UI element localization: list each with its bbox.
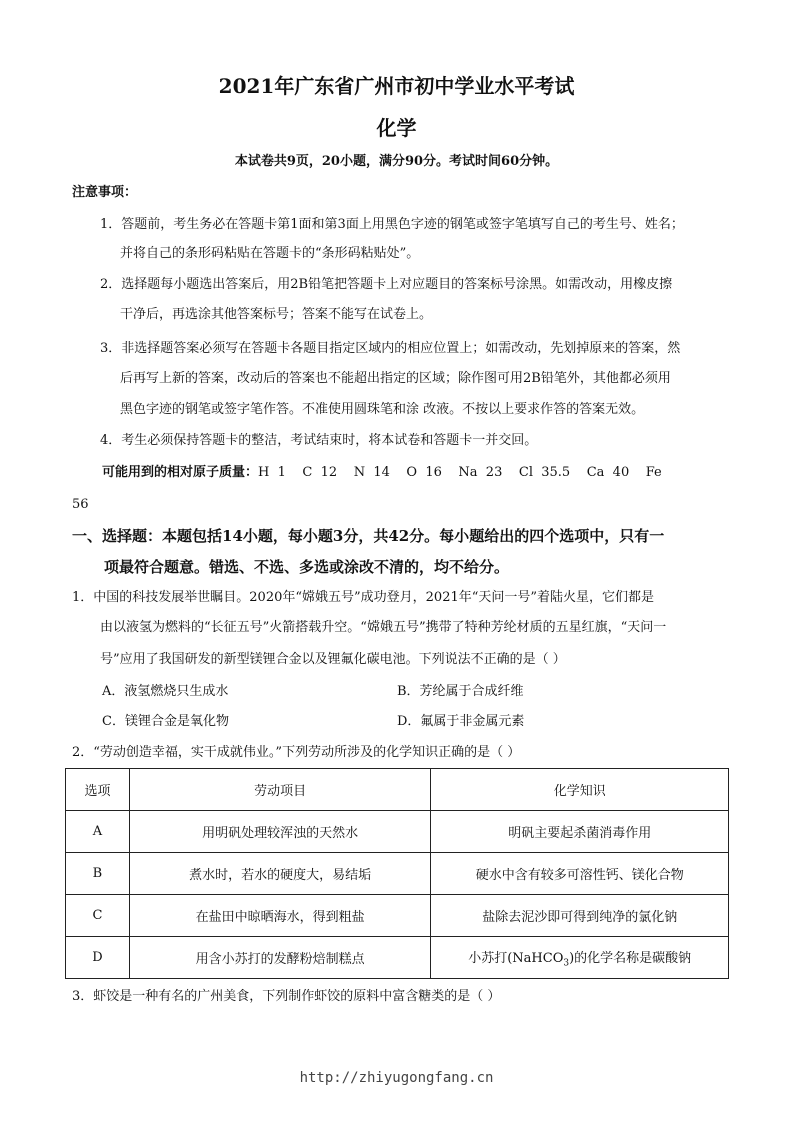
q1-option-c[interactable]: C．镁锂合金是氧化物 <box>102 714 229 729</box>
note-line-6: 后再写上新的答案，改动后的答案也不能超出指定的区域；除作图可用2B铅笔外，其他都必须用 <box>120 371 671 386</box>
row-labor: 在盐田中晾晒海水，得到粗盐 <box>129 895 430 937</box>
exam-info: 本试卷共9页，20小题，满分90分。考试时间60分钟。 <box>234 154 559 169</box>
atomic-mass-wrap: 56 <box>72 497 89 512</box>
q1-option-a[interactable]: A．液氢燃烧只生成水 <box>102 684 229 699</box>
row-labor: 用明矾处理较浑浊的天然水 <box>129 811 430 853</box>
row-option: D <box>66 937 130 979</box>
knowledge-post: )的化学名称是碳酸钠 <box>569 950 692 966</box>
q1-line-1: 1．中国的科技发展举世瞩目。2020年“嫦娥五号”成功登月，2021年“天问一号”着陆火星，它们都是 <box>72 590 655 605</box>
q1-line-3: 号”应用了我国研发的新型镁锂合金以及锂氟化碳电池。下列说法不正确的是（ ） <box>100 652 566 667</box>
knowledge-pre: 小苏打(NaHCO <box>468 950 564 966</box>
row-knowledge <box>431 937 729 979</box>
section-heading-line-1: 一、选择题：本题包括14小题，每小题3分，共42分。每小题给出的四个选项中，只有一 <box>72 527 665 545</box>
q1-option-d[interactable]: D．氟属于非金属元素 <box>397 714 525 729</box>
row-option: C <box>66 895 130 937</box>
header-labor: 劳动项目 <box>129 769 430 811</box>
row-knowledge: 明矾主要起杀菌消毒作用 <box>431 811 729 853</box>
table-header-row <box>66 769 729 811</box>
exam-title: 2021年广东省广州市初中学业水平考试 <box>218 74 575 98</box>
section-heading-line-2: 项最符合题意。错选、不选、多选或涂改不清的，均不给分。 <box>104 558 510 576</box>
notes-heading: 注意事项： <box>72 185 138 200</box>
note-line-4: 干净后，再选涂其他答案标号；答案不能写在试卷上。 <box>120 307 433 322</box>
row-labor: 煮水时，若水的硬度大，易结垢 <box>129 853 430 895</box>
atomic-mass-line <box>102 463 662 483</box>
header-option: 选项 <box>66 769 130 811</box>
note-line-3: 2．选择题每小题选出答案后，用2B铅笔把答题卡上对应题目的答案标号涂黑。如需改动，用橡皮擦 <box>100 277 673 292</box>
atomic-mass-label: 可能用到的相对原子质量： <box>102 465 259 480</box>
header-knowledge: 化学知识 <box>431 769 729 811</box>
note-line-1: 1．答题前，考生务必在答题卡第1面和第3面上用黑色字迹的钢笔或签字笔填写自己的考生号、姓名； <box>100 217 684 232</box>
table-row <box>66 895 729 937</box>
row-option: B <box>66 853 130 895</box>
row-option: A <box>66 811 130 853</box>
atomic-mass-values: H 1 C 12 N 14 O 16 Na 23 Cl 35.5 Ca 40 Fe <box>258 465 662 480</box>
subject-title: 化学 <box>376 116 417 140</box>
footer-url[interactable]: http://zhiyugongfang.cn <box>299 1070 494 1086</box>
note-line-2: 并将自己的条形码粘贴在答题卡的“条形码粘贴处”。 <box>120 246 420 261</box>
row-knowledge: 盐除去泥沙即可得到纯净的氯化钠 <box>431 895 729 937</box>
q2-stem: 2．“劳动创造幸福，实干成就伟业。”下列劳动所涉及的化学知识正确的是（ ） <box>72 745 521 760</box>
table-row <box>66 937 729 979</box>
q1-option-b[interactable]: B．芳纶属于合成纤维 <box>397 684 524 699</box>
table-row <box>66 811 729 853</box>
table-row <box>66 853 729 895</box>
row-knowledge: 硬水中含有较多可溶性钙、镁化合物 <box>431 853 729 895</box>
note-line-5: 3．非选择题答案必须写在答题卡各题目指定区域内的相应位置上；如需改动，先划掉原来的答案，然 <box>100 341 681 356</box>
q3-stem: 3．虾饺是一种有名的广州美食，下列制作虾饺的原料中富含糖类的是（ ） <box>72 989 501 1004</box>
knowledge-subscript: 3 <box>563 958 570 969</box>
row-labor: 用含小苏打的发酵粉焙制糕点 <box>129 937 430 979</box>
q1-line-2: 由以液氢为燃料的“长征五号”火箭搭载升空。“嫦娥五号”携带了特种芳纶材质的五星红旗，“天问一 <box>100 620 667 635</box>
q2-table <box>65 768 729 979</box>
note-line-7: 黑色字迹的钢笔或签字笔作答。不准使用圆珠笔和涂 改液。不按以上要求作答的答案无效。 <box>120 402 645 417</box>
note-line-8: 4．考生必须保持答题卡的整洁，考试结束时，将本试卷和答题卡一并交回。 <box>100 433 538 448</box>
